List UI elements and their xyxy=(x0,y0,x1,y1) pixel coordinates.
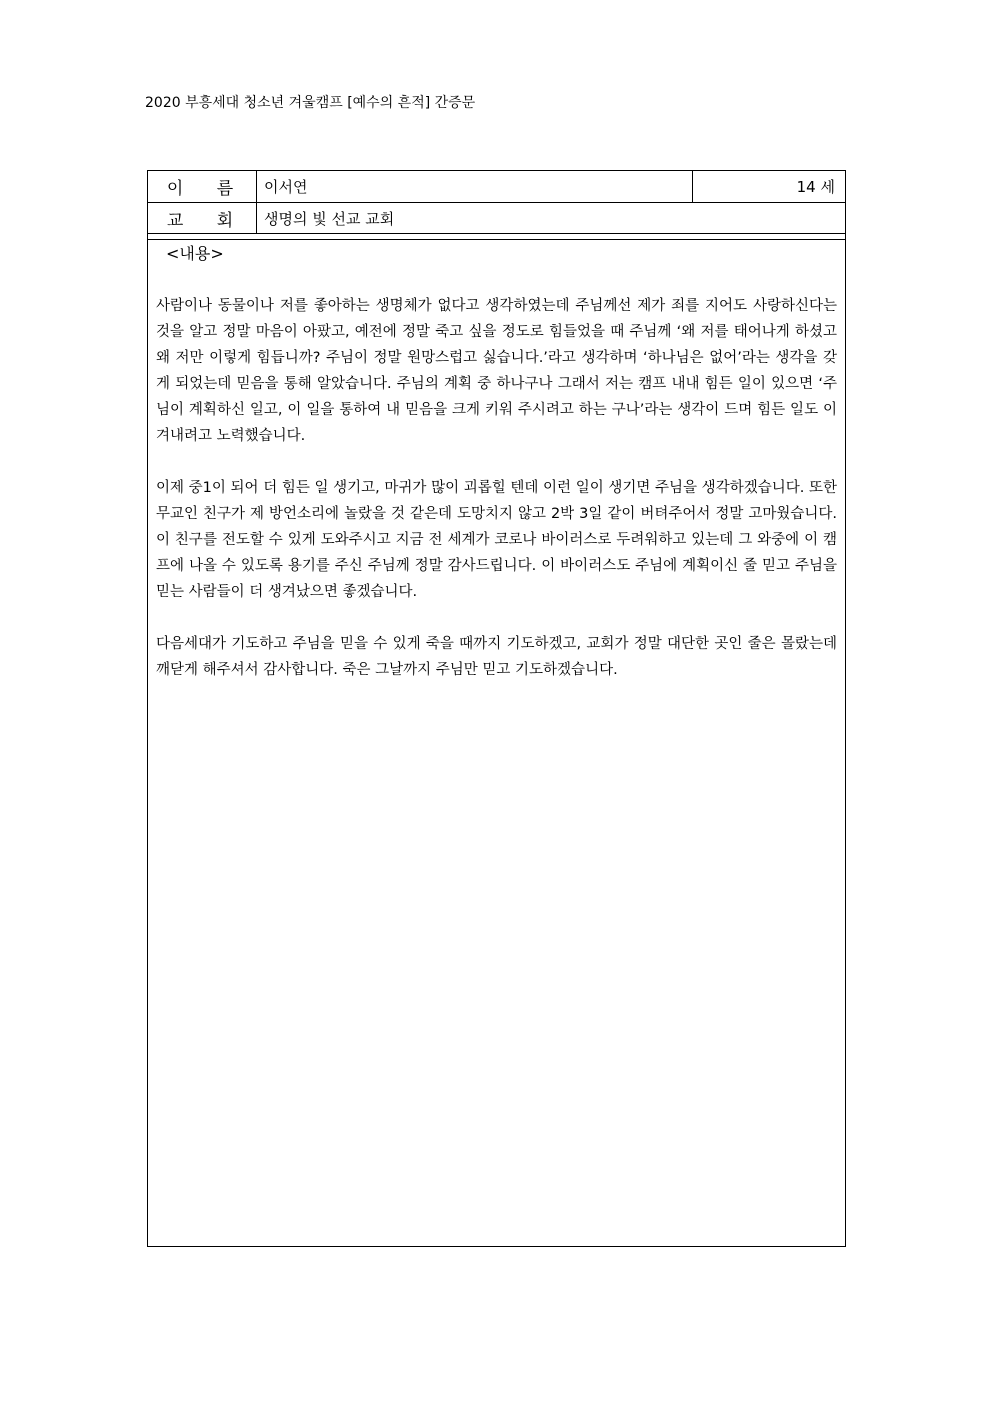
content-divider xyxy=(148,239,845,240)
name-row xyxy=(148,171,845,203)
paragraph: 다음세대가 기도하고 주님을 믿을 수 있게 죽을 때까지 기도하겠고, 교회가 정말 대단한 곳인 줄은 몰랐는데 깨닫게 해주셔서 감사합니다. 죽은 그날까지 주님만 믿고 기도하겠습니다. xyxy=(156,636,837,678)
church-value: 생명의 빛 선교 교회 xyxy=(264,209,395,228)
paragraph: 이제 중1이 되어 더 힘든 일 생기고, 마귀가 많이 괴롭힐 텐데 이런 일이 생기면 주님을 생각하겠습니다. 또한 무교인 친구가 제 방언소리에 놀랐을 것 같은데 도망치지 않고 2박 3일 같이 버텨주어서 정말 고마웠습니다. 이 친구를 전도할 수 있게 도와주시고 지금 전 세계가 코로나 바이러스로 두려워하고 있는데 그 와중에 이 캠프에 나올 수 있도록 용기를 주신 주님께 정말 감사드립니다. 이 바이러스도 주님에 계획이신 줄 믿고 주님을 믿는 사람들이 더 생겨났으면 좋겠습니다. xyxy=(156,480,837,600)
paragraph: 사람이나 동물이나 저를 좋아하는 생명체가 없다고 생각하였는데 주님께선 제가 죄를 지어도 사랑하신다는 것을 알고 정말 마음이 아팠고, 예전에 정말 죽고 싶을 정도로 힘들었을 때 주님께 ‘왜 저를 태어나게 하셨고 왜 저만 이렇게 힘듭니까? 주님이 정말 원망스럽고 싫습니다.’라고 생각하며 ‘하나님은 없어’라는 생각을 갖게 되었는데 믿음을 통해 알았습니다. 주님의 계획 중 하나구나 그래서 저는 캠프 내내 힘든 일이 있으면 ‘주님이 계획하신 일고, 이 일을 통하여 내 믿음을 크게 키워 주시려고 하는 구나’라는 생각이 드며 힘든 일도 이겨내려고 노력했습니다. xyxy=(156,298,837,444)
document-title: 2020 부흥세대 청소년 겨울캠프 [예수의 흔적] 간증문 xyxy=(145,95,476,111)
church-row xyxy=(148,203,845,234)
content-heading: <내용> xyxy=(166,244,224,263)
content-body xyxy=(156,293,837,709)
age-value: 14 세 xyxy=(796,178,835,196)
testimony-form xyxy=(147,170,846,1247)
name-label: 이 름 xyxy=(148,171,257,202)
church-label: 교 회 xyxy=(148,203,257,233)
name-value: 이서연 xyxy=(257,171,693,202)
